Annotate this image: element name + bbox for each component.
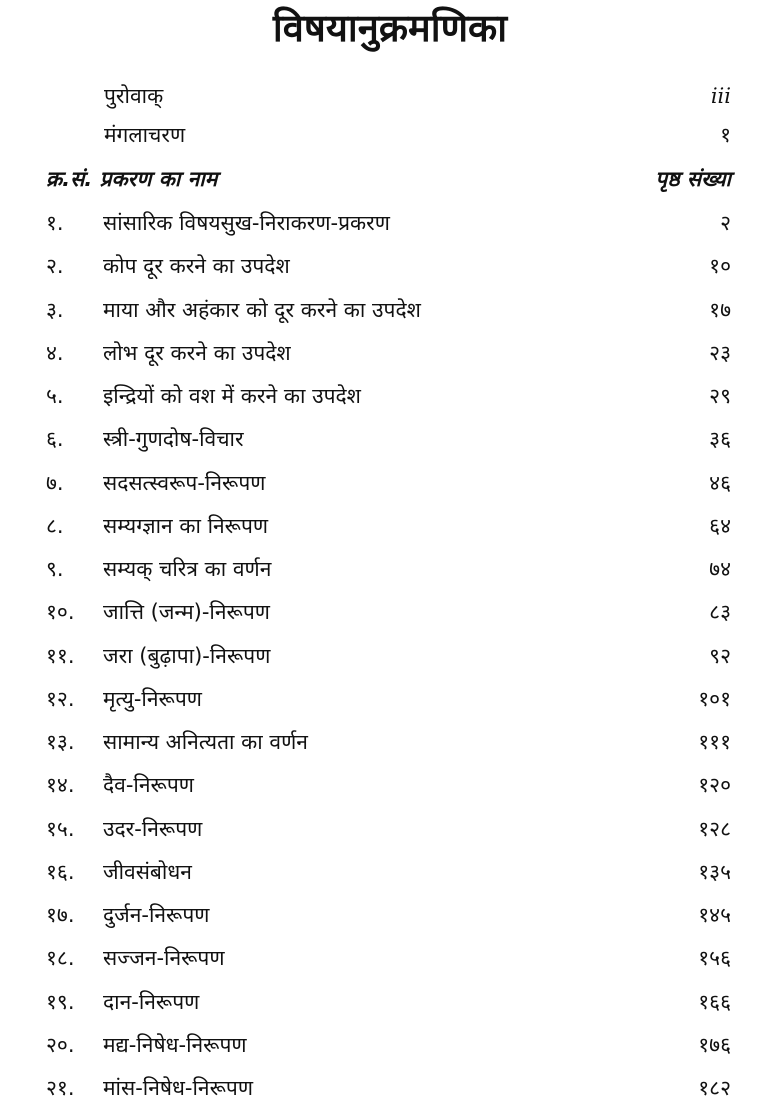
chapter-number: ५. [46,384,64,408]
chapter-page: १८२ [698,1076,731,1100]
chapter-page: १६६ [698,990,731,1014]
chapter-number: १०. [46,600,75,624]
chapter-name: माया और अहंकार को दूर करने का उपदेश [103,298,421,322]
chapter-name: मृत्यु-निरूपण [103,687,202,711]
chapter-page: १०१ [698,687,731,711]
chapter-page: २३ [709,341,731,365]
chapter-number: १५. [46,817,75,841]
chapter-number: १२. [46,687,75,711]
chapter-row [0,722,780,762]
chapter-number: १६. [46,860,75,884]
chapter-name: जात्ति (जन्म)-निरूपण [103,600,270,624]
chapter-page: ६४ [709,514,731,538]
chapter-page: ८३ [709,600,731,624]
chapter-row [0,1025,780,1065]
chapter-row [0,765,780,805]
chapter-row [0,982,780,1022]
header-page-number: पृष्ठ संख्या [655,167,731,191]
chapter-number: १४. [46,773,75,797]
chapter-name: दुर्जन-निरूपण [103,903,210,927]
chapter-row [0,938,780,978]
chapter-number: १९. [46,990,75,1014]
chapter-page: २ [720,211,731,235]
chapter-page: १७६ [698,1033,731,1057]
chapter-number: ८. [46,514,64,538]
chapter-name: लोभ दूर करने का उपदेश [103,341,291,365]
entry-name: पुरोवाक् [104,84,164,108]
chapter-row [0,549,780,589]
chapter-page: ९२ [709,644,731,668]
chapter-number: २. [46,254,64,278]
chapter-name: सम्यग्ज्ञान का निरूपण [103,514,269,538]
chapter-name: कोप दूर करने का उपदेश [103,254,290,278]
entry-page: iii [710,84,731,108]
chapter-page: १२० [698,773,731,797]
table-header [0,159,780,199]
chapter-number: १३. [46,730,75,754]
chapter-row [0,419,780,459]
chapter-page: १३५ [698,860,731,884]
chapter-row [0,246,780,286]
chapter-number: ७. [46,471,64,495]
chapter-row [0,809,780,849]
chapter-number: २०. [46,1033,75,1057]
chapter-page: १० [709,254,731,278]
chapter-row [0,333,780,373]
chapter-name: दैव-निरूपण [103,773,194,797]
chapter-page: १७ [709,298,731,322]
chapter-number: ६. [46,427,64,451]
chapter-row [0,895,780,935]
chapter-number: ९. [46,557,64,581]
header-chapter-name: क्र.सं. प्रकरण का नाम [46,167,218,191]
chapter-row [0,1068,780,1108]
chapter-row [0,679,780,719]
chapter-name: दान-निरूपण [103,990,200,1014]
chapter-page: १५६ [698,946,731,970]
chapter-name: सांसारिक विषयसुख-निराकरण-प्रकरण [103,211,390,235]
front-matter-item [0,76,780,116]
chapter-name: सदसत्स्वरूप-निरूपण [103,471,266,495]
chapter-name: सामान्य अनित्यता का वर्णन [103,730,308,754]
chapter-name: मांस-निषेध-निरूपण [103,1076,254,1100]
chapter-row [0,506,780,546]
chapter-name: मद्य-निषेध-निरूपण [103,1033,247,1057]
front-matter-item [0,115,780,155]
chapter-page: १२८ [698,817,731,841]
chapter-page: १११ [698,730,731,754]
chapter-row [0,463,780,503]
chapter-name: सज्जन-निरूपण [103,946,225,970]
chapter-name: सम्यक् चरित्र का वर्णन [103,557,272,581]
chapter-row [0,376,780,416]
chapter-number: ११. [46,644,75,668]
chapter-number: १. [46,211,64,235]
chapter-page: ३६ [709,427,731,451]
chapter-page: ७४ [709,557,731,581]
chapter-name: स्त्री-गुणदोष-विचार [103,427,244,451]
chapter-name: जीवसंबोधन [103,860,192,884]
chapter-row [0,852,780,892]
chapter-row [0,592,780,632]
entry-name: मंगलाचरण [104,123,186,147]
chapter-row [0,636,780,676]
chapter-row [0,290,780,330]
chapter-page: १४५ [698,903,731,927]
chapter-name: जरा (बुढ़ापा)-निरूपण [103,644,271,668]
chapter-name: इन्द्रियों को वश में करने का उपदेश [103,384,361,408]
chapter-number: १८. [46,946,75,970]
chapter-number: ३. [46,298,64,322]
chapter-number: १७. [46,903,75,927]
chapter-number: २१. [46,1076,75,1100]
entry-page: १ [720,123,731,147]
chapter-page: २९ [709,384,731,408]
page-title: विषयानुक्रमणिका [272,6,508,50]
chapter-name: उदर-निरूपण [103,817,203,841]
chapter-page: ४६ [709,471,731,495]
chapter-number: ४. [46,341,64,365]
chapter-row [0,203,780,243]
